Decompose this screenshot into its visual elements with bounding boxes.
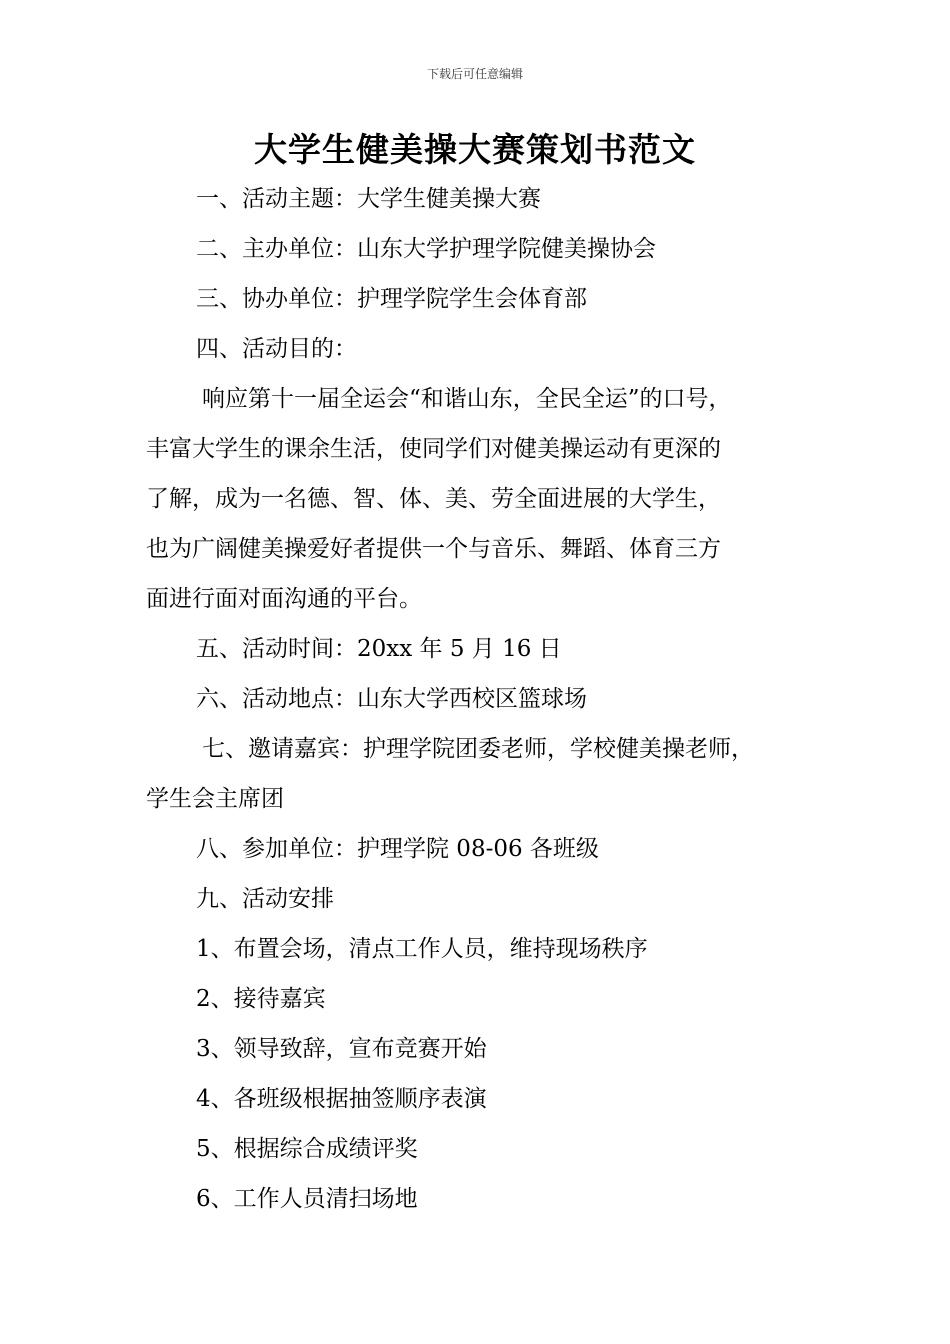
purpose-paragraph-line: 响应第十一届全运会“和谐山东，全民全运”的口号， bbox=[202, 386, 732, 412]
schedule-item: 1、布置会场，清点工作人员，维持现场秩序 bbox=[196, 936, 648, 962]
document-title: 大学生健美操大赛策划书范文 bbox=[254, 130, 696, 169]
section-purpose-heading: 四、活动目的： bbox=[196, 336, 357, 362]
section-co-organizer: 三、协办单位：护理学院学生会体育部 bbox=[196, 286, 587, 312]
section-time: 五、活动时间：20xx 年 5 月 16 日 bbox=[196, 636, 562, 662]
section-organizer: 二、主办单位：山东大学护理学院健美操协会 bbox=[196, 236, 656, 262]
purpose-paragraph-line: 丰富大学生的课余生活，使同学们对健美操运动有更深的 bbox=[146, 436, 721, 462]
schedule-item: 6、工作人员清扫场地 bbox=[196, 1186, 418, 1212]
schedule-item: 5、根据综合成绩评奖 bbox=[196, 1136, 418, 1162]
purpose-paragraph-line: 了解，成为一名德、智、体、美、劳全面进展的大学生， bbox=[146, 486, 721, 512]
section-theme: 一、活动主题：大学生健美操大赛 bbox=[196, 186, 541, 212]
purpose-paragraph-line: 面进行面对面沟通的平台。 bbox=[146, 586, 422, 612]
section-schedule-heading: 九、活动安排 bbox=[196, 886, 334, 912]
page-header-note: 下载后可任意编辑 bbox=[426, 67, 523, 81]
section-location: 六、活动地点：山东大学西校区篮球场 bbox=[196, 686, 587, 712]
section-guests: 七、邀请嘉宾：护理学院团委老师，学校健美操老师， bbox=[202, 736, 754, 762]
document-body bbox=[146, 174, 836, 1224]
purpose-paragraph-line: 也为广阔健美操爱好者提供一个与音乐、舞蹈、体育三方 bbox=[146, 536, 721, 562]
schedule-item: 4、各班级根据抽签顺序表演 bbox=[196, 1086, 487, 1112]
schedule-item: 2、接待嘉宾 bbox=[196, 986, 326, 1012]
section-guests-continued: 学生会主席团 bbox=[146, 786, 284, 812]
schedule-item: 3、领导致辞，宣布竞赛开始 bbox=[196, 1036, 487, 1062]
section-participants: 八、参加单位：护理学院 08-06 各班级 bbox=[196, 836, 599, 862]
